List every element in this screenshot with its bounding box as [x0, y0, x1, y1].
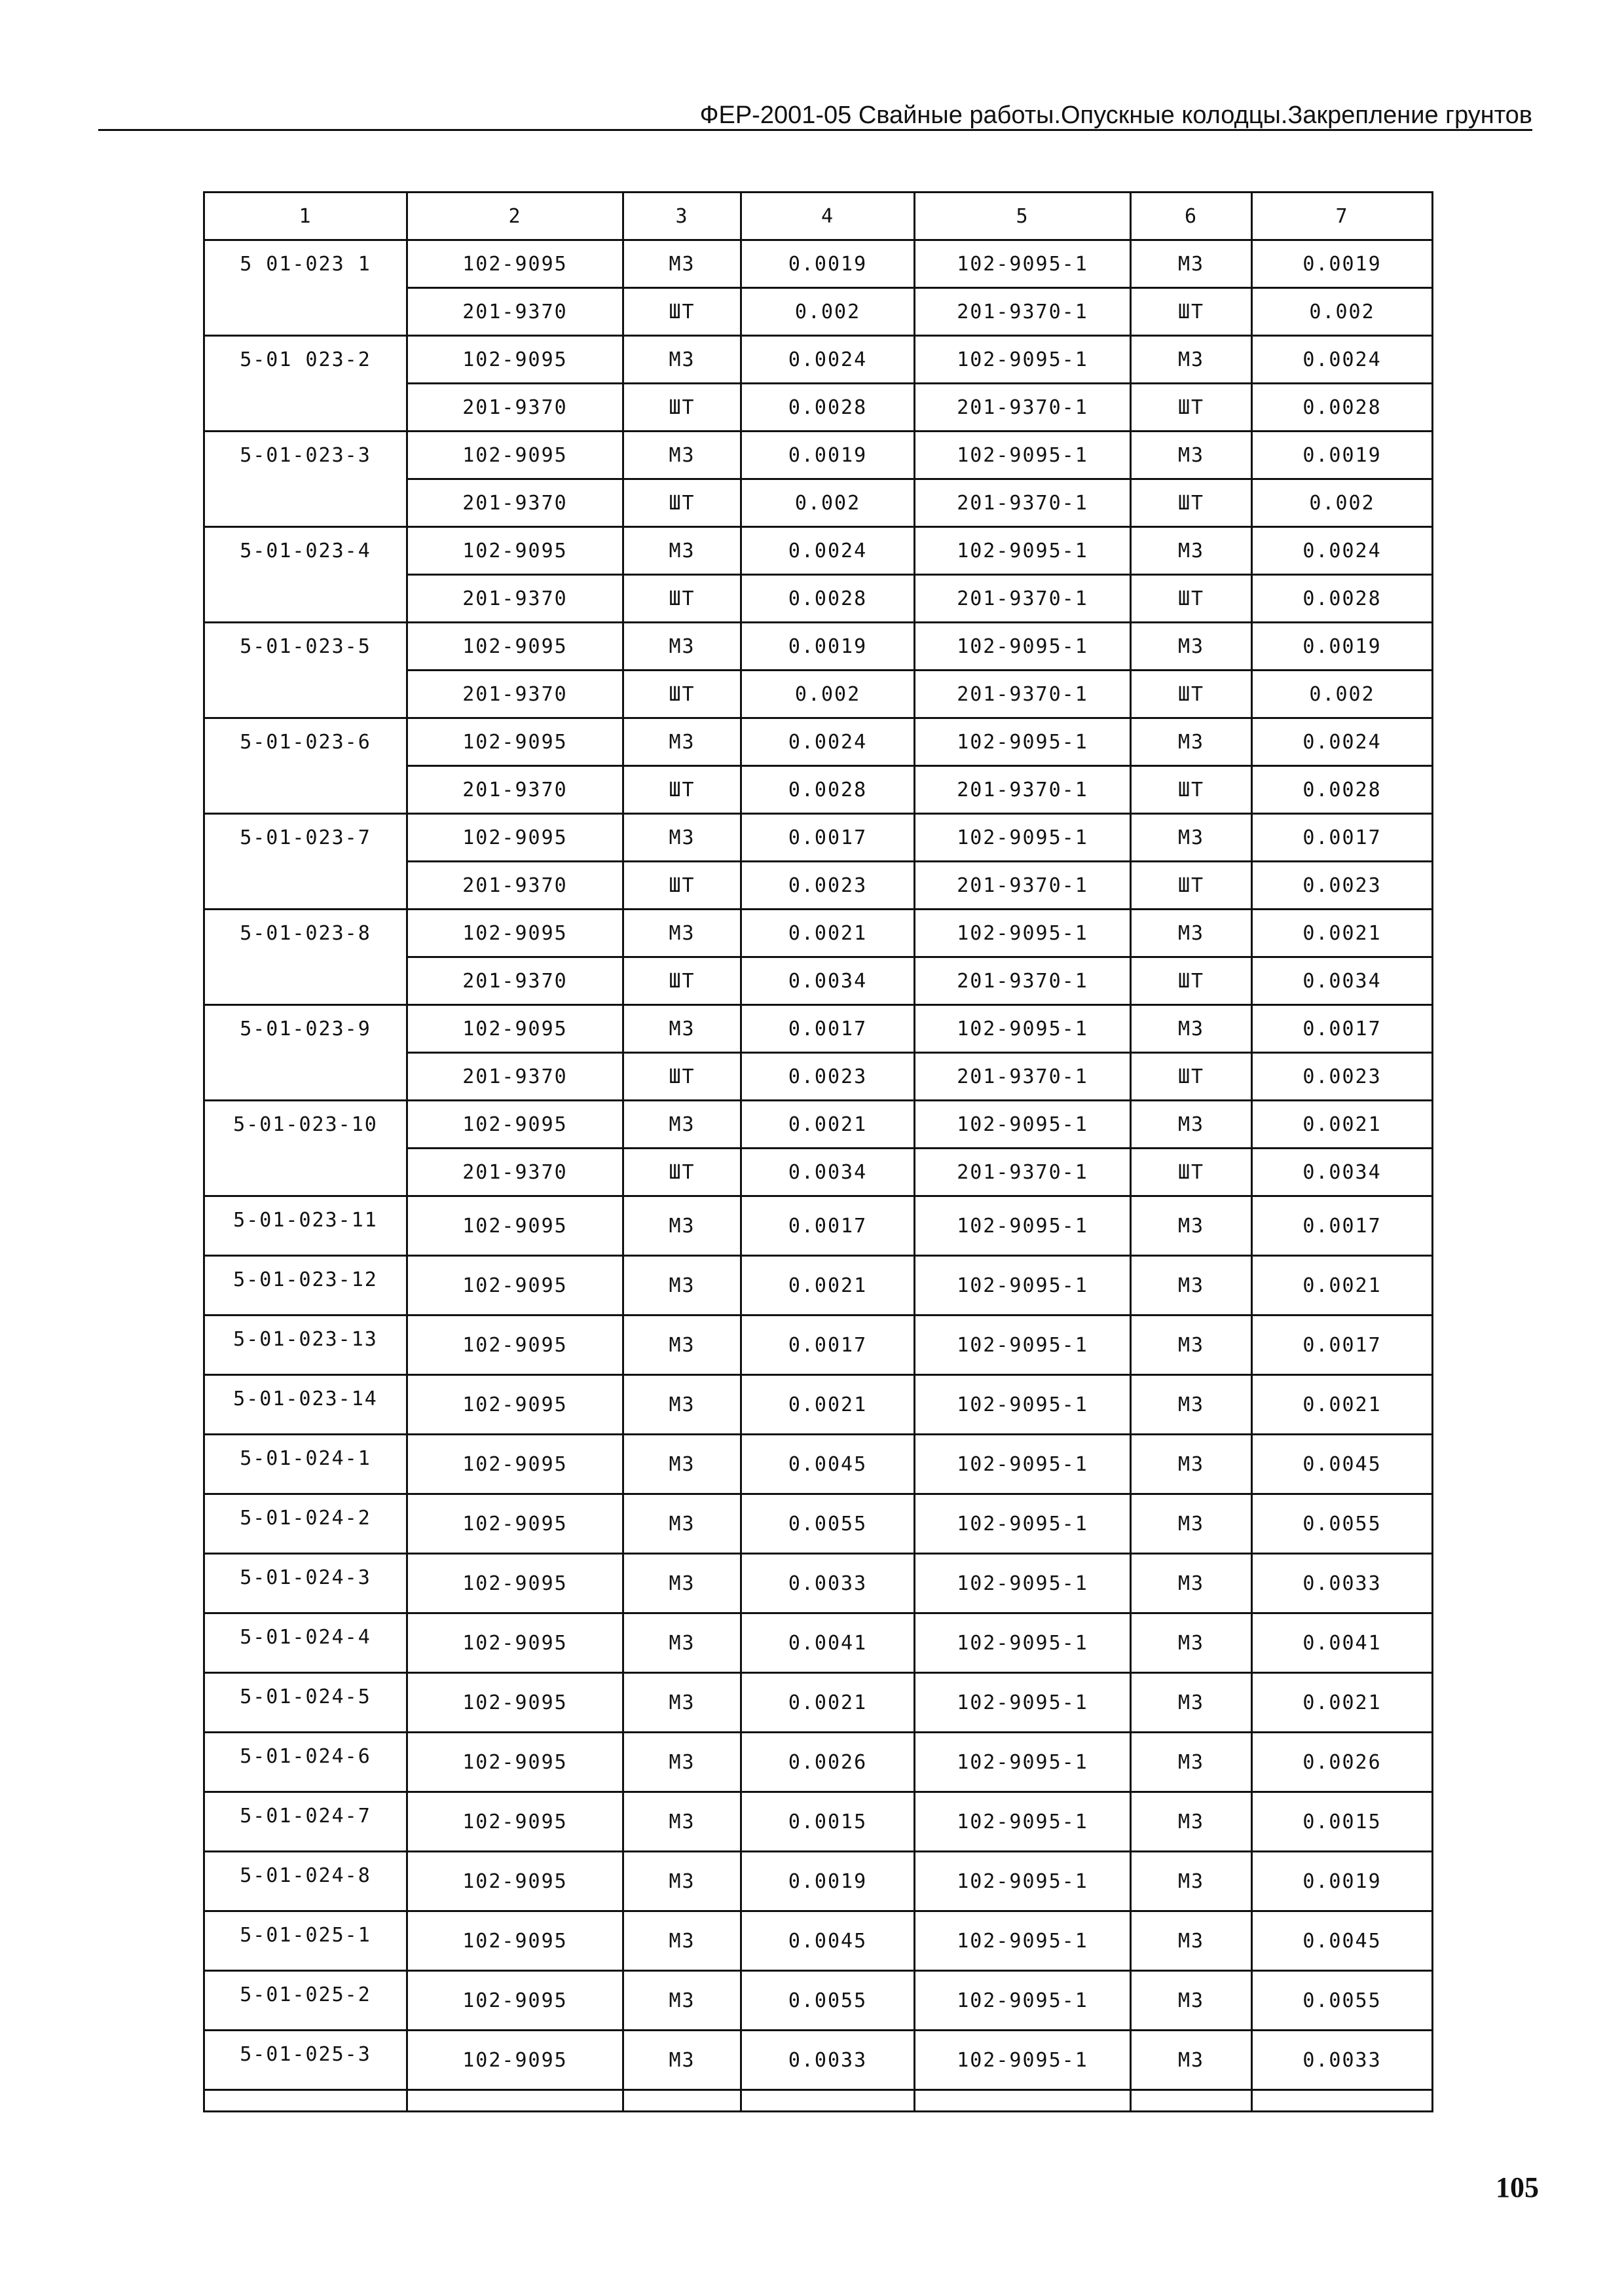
unit: М3	[623, 336, 741, 384]
resource-code: 102-9095	[407, 1494, 623, 1554]
quantity: 0.0026	[741, 1733, 915, 1792]
resource-code: 102-9095	[407, 1554, 623, 1613]
column-number: 4	[741, 193, 915, 240]
quantity: 0.0021	[741, 910, 915, 957]
rate-code: 5-01-024-3	[204, 1554, 407, 1613]
replacement-unit: ШТ	[1131, 288, 1252, 336]
resource-code: 102-9095	[407, 1196, 623, 1256]
replacement-unit: М3	[1131, 1733, 1252, 1792]
replacement-unit: М3	[1131, 1554, 1252, 1613]
rate-code: 5-01-023-6	[204, 718, 407, 814]
resource-code: 102-9095	[407, 1792, 623, 1852]
replacement-unit: ШТ	[1131, 479, 1252, 527]
unit: М3	[623, 1256, 741, 1316]
resource-code: 102-9095	[407, 1005, 623, 1053]
resource-table-container	[203, 191, 1431, 2112]
unit: М3	[623, 814, 741, 862]
replacement-unit: М3	[1131, 1435, 1252, 1494]
table-row	[204, 1196, 1433, 1256]
quantity: 0.0034	[741, 1149, 915, 1196]
replacement-unit: ШТ	[1131, 671, 1252, 718]
rate-code: 5-01-024-5	[204, 1673, 407, 1733]
replacement-quantity: 0.0021	[1252, 1673, 1433, 1733]
unit: М3	[623, 623, 741, 671]
table-row	[204, 1554, 1433, 1613]
replacement-quantity: 0.0024	[1252, 527, 1433, 575]
replacement-unit: М3	[1131, 623, 1252, 671]
replacement-quantity: 0.0017	[1252, 1005, 1433, 1053]
replacement-code: 102-9095-1	[915, 910, 1131, 957]
unit: М3	[623, 1375, 741, 1435]
empty-cell	[1252, 2090, 1433, 2112]
unit: ШТ	[623, 957, 741, 1005]
empty-cell	[741, 2090, 915, 2112]
replacement-code: 102-9095-1	[915, 527, 1131, 575]
replacement-code: 102-9095-1	[915, 1673, 1131, 1733]
replacement-code: 102-9095-1	[915, 336, 1131, 384]
replacement-quantity: 0.0045	[1252, 1911, 1433, 1971]
rate-code: 5-01-025-3	[204, 2031, 407, 2090]
replacement-code: 102-9095-1	[915, 1733, 1131, 1792]
replacement-code: 201-9370-1	[915, 384, 1131, 432]
quantity: 0.0055	[741, 1494, 915, 1554]
resource-table	[203, 191, 1433, 2112]
column-number: 5	[915, 193, 1131, 240]
table-row	[204, 336, 1433, 384]
replacement-code: 102-9095-1	[915, 1554, 1131, 1613]
empty-cell	[623, 2090, 741, 2112]
replacement-code: 201-9370-1	[915, 862, 1131, 910]
replacement-unit: М3	[1131, 1256, 1252, 1316]
unit: М3	[623, 1316, 741, 1375]
unit: М3	[623, 1852, 741, 1911]
table-row	[204, 240, 1433, 288]
replacement-code: 102-9095-1	[915, 1911, 1131, 1971]
table-row	[204, 1673, 1433, 1733]
replacement-unit: ШТ	[1131, 862, 1252, 910]
replacement-code: 201-9370-1	[915, 957, 1131, 1005]
table-end-row	[204, 2090, 1433, 2112]
unit: ШТ	[623, 479, 741, 527]
resource-code: 201-9370	[407, 671, 623, 718]
replacement-code: 102-9095-1	[915, 1196, 1131, 1256]
quantity: 0.0033	[741, 2031, 915, 2090]
replacement-quantity: 0.0055	[1252, 1971, 1433, 2031]
replacement-quantity: 0.0034	[1252, 1149, 1433, 1196]
table-row	[204, 1435, 1433, 1494]
replacement-code: 201-9370-1	[915, 1149, 1131, 1196]
replacement-code: 201-9370-1	[915, 288, 1131, 336]
resource-code: 102-9095	[407, 623, 623, 671]
resource-code: 201-9370	[407, 766, 623, 814]
replacement-quantity: 0.0045	[1252, 1435, 1433, 1494]
replacement-unit: М3	[1131, 527, 1252, 575]
table-row	[204, 527, 1433, 575]
rate-code: 5-01-024-2	[204, 1494, 407, 1554]
rate-code: 5-01-023-11	[204, 1196, 407, 1256]
replacement-quantity: 0.0034	[1252, 957, 1433, 1005]
replacement-quantity: 0.002	[1252, 479, 1433, 527]
unit: М3	[623, 2031, 741, 2090]
replacement-unit: М3	[1131, 336, 1252, 384]
replacement-unit: ШТ	[1131, 766, 1252, 814]
replacement-unit: ШТ	[1131, 1053, 1252, 1101]
quantity: 0.0024	[741, 718, 915, 766]
table-row	[204, 2031, 1433, 2090]
quantity: 0.0024	[741, 336, 915, 384]
replacement-quantity: 0.0055	[1252, 1494, 1433, 1554]
rate-code: 5-01-023-14	[204, 1375, 407, 1435]
replacement-unit: М3	[1131, 2031, 1252, 2090]
quantity: 0.0034	[741, 957, 915, 1005]
rate-code: 5-01-023-10	[204, 1101, 407, 1196]
resource-code: 102-9095	[407, 240, 623, 288]
table-row	[204, 432, 1433, 479]
resource-code: 102-9095	[407, 1375, 623, 1435]
table-row	[204, 1375, 1433, 1435]
resource-code: 102-9095	[407, 2031, 623, 2090]
quantity: 0.0023	[741, 1053, 915, 1101]
page-number: 105	[1496, 2171, 1539, 2203]
unit: М3	[623, 1196, 741, 1256]
replacement-unit: М3	[1131, 1101, 1252, 1149]
replacement-unit: ШТ	[1131, 575, 1252, 623]
replacement-unit: М3	[1131, 1911, 1252, 1971]
replacement-quantity: 0.0028	[1252, 575, 1433, 623]
resource-code: 102-9095	[407, 910, 623, 957]
rate-code: 5-01-024-6	[204, 1733, 407, 1792]
quantity: 0.0019	[741, 432, 915, 479]
replacement-code: 201-9370-1	[915, 766, 1131, 814]
unit: ШТ	[623, 288, 741, 336]
resource-code: 102-9095	[407, 1673, 623, 1733]
column-number: 7	[1252, 193, 1433, 240]
replacement-code: 102-9095-1	[915, 1971, 1131, 2031]
unit: ШТ	[623, 862, 741, 910]
resource-code: 201-9370	[407, 1053, 623, 1101]
table-row	[204, 1911, 1433, 1971]
replacement-unit: М3	[1131, 1792, 1252, 1852]
replacement-unit: ШТ	[1131, 384, 1252, 432]
replacement-code: 102-9095-1	[915, 1852, 1131, 1911]
replacement-unit: М3	[1131, 1494, 1252, 1554]
replacement-unit: М3	[1131, 814, 1252, 862]
quantity: 0.0024	[741, 527, 915, 575]
rate-code: 5-01-024-1	[204, 1435, 407, 1494]
quantity: 0.0017	[741, 1196, 915, 1256]
rate-code: 5-01 023-2	[204, 336, 407, 432]
quantity: 0.0021	[741, 1101, 915, 1149]
replacement-unit: ШТ	[1131, 1149, 1252, 1196]
replacement-unit: М3	[1131, 1005, 1252, 1053]
replacement-code: 201-9370-1	[915, 671, 1131, 718]
rate-code: 5-01-023-8	[204, 910, 407, 1005]
rate-code: 5 01-023 1	[204, 240, 407, 336]
table-row	[204, 1971, 1433, 2031]
rate-code: 5-01-023-4	[204, 527, 407, 623]
replacement-code: 102-9095-1	[915, 1792, 1131, 1852]
quantity: 0.0017	[741, 1005, 915, 1053]
replacement-quantity: 0.002	[1252, 288, 1433, 336]
quantity: 0.0045	[741, 1435, 915, 1494]
quantity: 0.0021	[741, 1673, 915, 1733]
rate-code: 5-01-024-8	[204, 1852, 407, 1911]
quantity: 0.0017	[741, 1316, 915, 1375]
unit: М3	[623, 1613, 741, 1673]
rate-code: 5-01-024-4	[204, 1613, 407, 1673]
quantity: 0.0015	[741, 1792, 915, 1852]
replacement-quantity: 0.0017	[1252, 1196, 1433, 1256]
replacement-unit: М3	[1131, 1971, 1252, 2031]
table-body	[204, 193, 1433, 2112]
unit: ШТ	[623, 575, 741, 623]
resource-code: 102-9095	[407, 1971, 623, 2031]
resource-code: 201-9370	[407, 1149, 623, 1196]
resource-code: 201-9370	[407, 479, 623, 527]
quantity: 0.0028	[741, 766, 915, 814]
header-rule	[98, 129, 1532, 131]
resource-code: 102-9095	[407, 336, 623, 384]
unit: М3	[623, 1435, 741, 1494]
rate-code: 5-01-023-13	[204, 1316, 407, 1375]
replacement-quantity: 0.0023	[1252, 862, 1433, 910]
replacement-quantity: 0.0024	[1252, 336, 1433, 384]
replacement-code: 102-9095-1	[915, 432, 1131, 479]
table-row	[204, 1792, 1433, 1852]
rate-code: 5-01-025-2	[204, 1971, 407, 2031]
replacement-unit: М3	[1131, 240, 1252, 288]
unit: М3	[623, 432, 741, 479]
replacement-unit: М3	[1131, 1316, 1252, 1375]
replacement-code: 201-9370-1	[915, 1053, 1131, 1101]
replacement-code: 102-9095-1	[915, 2031, 1131, 2090]
column-number: 2	[407, 193, 623, 240]
unit: М3	[623, 527, 741, 575]
quantity: 0.002	[741, 671, 915, 718]
unit: ШТ	[623, 1053, 741, 1101]
column-number-row	[204, 193, 1433, 240]
unit: М3	[623, 1005, 741, 1053]
resource-code: 102-9095	[407, 814, 623, 862]
rate-code: 5-01-023-5	[204, 623, 407, 718]
replacement-code: 102-9095-1	[915, 814, 1131, 862]
unit: М3	[623, 1911, 741, 1971]
unit: М3	[623, 1101, 741, 1149]
table-row	[204, 814, 1433, 862]
replacement-quantity: 0.0033	[1252, 2031, 1433, 2090]
replacement-code: 102-9095-1	[915, 1316, 1131, 1375]
replacement-quantity: 0.0033	[1252, 1554, 1433, 1613]
replacement-unit: М3	[1131, 718, 1252, 766]
rate-code: 5-01-024-7	[204, 1792, 407, 1852]
replacement-code: 102-9095-1	[915, 240, 1131, 288]
rate-code: 5-01-023-3	[204, 432, 407, 527]
unit: ШТ	[623, 1149, 741, 1196]
unit: М3	[623, 1554, 741, 1613]
table-row	[204, 1733, 1433, 1792]
replacement-code: 102-9095-1	[915, 623, 1131, 671]
replacement-code: 102-9095-1	[915, 1435, 1131, 1494]
replacement-unit: ШТ	[1131, 957, 1252, 1005]
replacement-code: 201-9370-1	[915, 479, 1131, 527]
rate-code: 5-01-023-7	[204, 814, 407, 910]
table-row	[204, 1005, 1433, 1053]
rate-code: 5-01-023-9	[204, 1005, 407, 1101]
quantity: 0.0028	[741, 575, 915, 623]
quantity: 0.0055	[741, 1971, 915, 2031]
resource-code: 201-9370	[407, 575, 623, 623]
table-row	[204, 718, 1433, 766]
resource-code: 102-9095	[407, 527, 623, 575]
replacement-quantity: 0.0041	[1252, 1613, 1433, 1673]
column-number: 6	[1131, 193, 1252, 240]
running-header: ФЕР-2001-05 Свайные работы.Опускные колодцы.Закрепление грунтов	[699, 101, 1532, 129]
replacement-unit: М3	[1131, 1196, 1252, 1256]
replacement-quantity: 0.0017	[1252, 1316, 1433, 1375]
quantity: 0.0021	[741, 1256, 915, 1316]
column-number: 3	[623, 193, 741, 240]
column-number: 1	[204, 193, 407, 240]
resource-code: 102-9095	[407, 1256, 623, 1316]
resource-code: 201-9370	[407, 288, 623, 336]
table-row	[204, 1494, 1433, 1554]
resource-code: 102-9095	[407, 432, 623, 479]
replacement-quantity: 0.0015	[1252, 1792, 1433, 1852]
table-row	[204, 1852, 1433, 1911]
empty-cell	[407, 2090, 623, 2112]
replacement-code: 102-9095-1	[915, 1256, 1131, 1316]
replacement-quantity: 0.0021	[1252, 910, 1433, 957]
rate-code: 5-01-025-1	[204, 1911, 407, 1971]
table-row	[204, 1316, 1433, 1375]
unit: ШТ	[623, 766, 741, 814]
replacement-code: 102-9095-1	[915, 1494, 1131, 1554]
unit: М3	[623, 910, 741, 957]
quantity: 0.0019	[741, 1852, 915, 1911]
unit: М3	[623, 1733, 741, 1792]
quantity: 0.0028	[741, 384, 915, 432]
resource-code: 102-9095	[407, 1316, 623, 1375]
table-row	[204, 623, 1433, 671]
replacement-unit: М3	[1131, 910, 1252, 957]
empty-cell	[1131, 2090, 1252, 2112]
empty-cell	[915, 2090, 1131, 2112]
resource-code: 201-9370	[407, 384, 623, 432]
replacement-quantity: 0.0021	[1252, 1256, 1433, 1316]
replacement-quantity: 0.0019	[1252, 1852, 1433, 1911]
unit: М3	[623, 1494, 741, 1554]
replacement-quantity: 0.0028	[1252, 384, 1433, 432]
unit: М3	[623, 718, 741, 766]
replacement-quantity: 0.002	[1252, 671, 1433, 718]
replacement-code: 102-9095-1	[915, 1613, 1131, 1673]
replacement-code: 102-9095-1	[915, 1005, 1131, 1053]
replacement-quantity: 0.0026	[1252, 1733, 1433, 1792]
quantity: 0.0019	[741, 240, 915, 288]
unit: М3	[623, 1971, 741, 2031]
quantity: 0.0023	[741, 862, 915, 910]
replacement-code: 102-9095-1	[915, 1101, 1131, 1149]
quantity: 0.0017	[741, 814, 915, 862]
quantity: 0.0041	[741, 1613, 915, 1673]
unit: ШТ	[623, 384, 741, 432]
replacement-quantity: 0.0021	[1252, 1101, 1433, 1149]
resource-code: 102-9095	[407, 1613, 623, 1673]
replacement-unit: М3	[1131, 432, 1252, 479]
replacement-unit: М3	[1131, 1673, 1252, 1733]
quantity: 0.0033	[741, 1554, 915, 1613]
unit: ШТ	[623, 671, 741, 718]
quantity: 0.002	[741, 288, 915, 336]
replacement-quantity: 0.0017	[1252, 814, 1433, 862]
replacement-code: 201-9370-1	[915, 575, 1131, 623]
resource-code: 102-9095	[407, 1733, 623, 1792]
resource-code: 102-9095	[407, 1852, 623, 1911]
resource-code: 102-9095	[407, 1101, 623, 1149]
quantity: 0.0045	[741, 1911, 915, 1971]
replacement-code: 102-9095-1	[915, 1375, 1131, 1435]
replacement-unit: М3	[1131, 1852, 1252, 1911]
unit: М3	[623, 1792, 741, 1852]
table-row	[204, 1256, 1433, 1316]
quantity: 0.002	[741, 479, 915, 527]
resource-code: 102-9095	[407, 718, 623, 766]
resource-code: 102-9095	[407, 1911, 623, 1971]
replacement-unit: М3	[1131, 1375, 1252, 1435]
table-row	[204, 910, 1433, 957]
empty-cell	[204, 2090, 407, 2112]
replacement-quantity: 0.0021	[1252, 1375, 1433, 1435]
quantity: 0.0021	[741, 1375, 915, 1435]
replacement-unit: М3	[1131, 1613, 1252, 1673]
replacement-quantity: 0.0023	[1252, 1053, 1433, 1101]
replacement-quantity: 0.0024	[1252, 718, 1433, 766]
replacement-quantity: 0.0028	[1252, 766, 1433, 814]
quantity: 0.0019	[741, 623, 915, 671]
unit: М3	[623, 1673, 741, 1733]
table-row	[204, 1101, 1433, 1149]
resource-code: 102-9095	[407, 1435, 623, 1494]
resource-code: 201-9370	[407, 862, 623, 910]
replacement-quantity: 0.0019	[1252, 623, 1433, 671]
resource-code: 201-9370	[407, 957, 623, 1005]
replacement-quantity: 0.0019	[1252, 432, 1433, 479]
replacement-quantity: 0.0019	[1252, 240, 1433, 288]
unit: М3	[623, 240, 741, 288]
replacement-code: 102-9095-1	[915, 718, 1131, 766]
rate-code: 5-01-023-12	[204, 1256, 407, 1316]
table-row	[204, 1613, 1433, 1673]
